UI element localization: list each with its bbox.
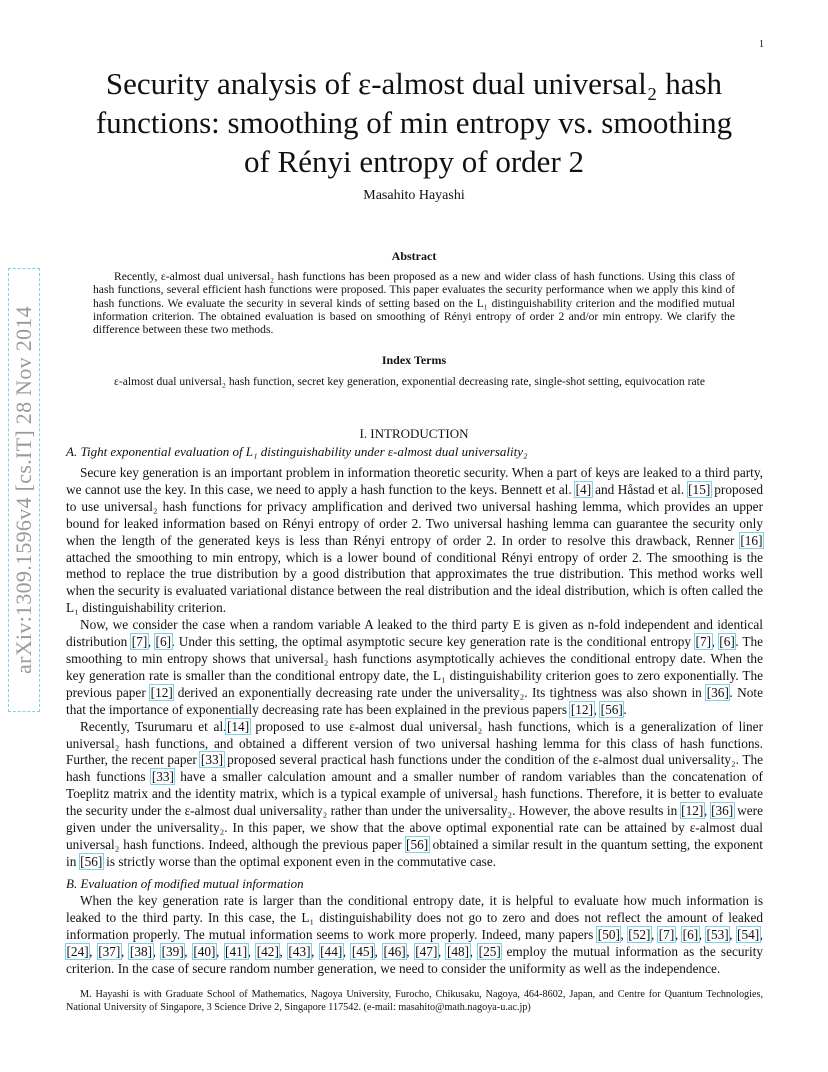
citation-link[interactable]: [40]	[193, 943, 216, 959]
index-terms-text: ε-almost dual universal₂ hash function, secret key generation, exponential decreasing rate, single-shot setting, equivocation rate	[114, 375, 705, 388]
citation-link[interactable]: [47]	[415, 943, 438, 959]
citation-link[interactable]: [56]	[600, 701, 623, 717]
citation-link[interactable]: [53]	[706, 926, 729, 942]
subsection-b-body	[66, 893, 763, 978]
title-line: Security analysis of ε-almost dual universal₂ hash	[105, 66, 723, 101]
citation-link[interactable]: [12]	[150, 684, 173, 700]
citation-link[interactable]: [44]	[320, 943, 343, 959]
citation-link[interactable]: [56]	[80, 853, 103, 869]
section-heading-introduction: I. INTRODUCTION	[359, 426, 469, 441]
citation-link[interactable]: [24]	[66, 943, 89, 959]
citation-link[interactable]: [14]	[226, 718, 250, 734]
body-paragraph: Now, we consider the case when a random variable A leaked to the third party E is given as n-fold independent and identical distribution [7], [6]. Under this setting, the optimal asymptotic secure key generation rate is the conditional entropy [7], [6]. The smoothing to min entropy shows that universal₂ hash functions asymptotically achieves the conditional entropy date. When the key generation rate is smaller than the conditional entropy date, the L₁ distinguishability criterion goes to zero exponentially. The previous paper [12] derived an exponentially decreasing rate under the universality₂. Its tightness was also shown in [36]. Note that the importance of exponentially decreasing rate has been explained in the previous papers [12], [56].	[66, 617, 763, 717]
body-paragraph: Recently, Tsurumaru et al.[14] proposed to use ε-almost dual universal₂ hash functions, which is a generalization of liner universal₂ hash functions, and obtained a different version of two universal hashing lemma for this class of hash functions. Further, the recent paper [33] proposed several practical hash functions under the condition of the ε-almost dual universality₂. The hash functions [33] have a smaller calculation amount and a smaller number of random variables than the concatenation of Toeplitz matrix and the identity matrix, which is a typical example of universal₂ hash functions. Therefore, it is better to evaluate the security under the ε-almost dual universality₂ rather than under the universality₂. However, the above results in [12], [36] were given under the universality₂. In this paper, we show that the above optimal exponential rate can be attained by ε-almost dual universal₂ hash functions. Indeed, although the previous paper [56] obtained a similar result in the quantum setting, the exponent in [56] is strictly worse than the optimal exponent even in the commutative case.	[66, 718, 764, 869]
citation-link[interactable]: [7]	[695, 634, 712, 650]
citation-link[interactable]: [7]	[658, 926, 675, 942]
citation-link[interactable]: [4]	[575, 481, 592, 497]
body-paragraph: Secure key generation is an important problem in information theoretic security. When a part of keys are leaked to a third party, we cannot use the key. In this case, we need to apply a hash function to the keys. Bennett et al. [4] and Håstad et al. [15] proposed to use universal₂ hash functions for privacy amplification and derived two universal hashing lemma, which provides an upper bound for leaked information based on Rényi entropy of order 2. Two universal hashing lemma can guarantee the security only when the length of the generated keys is less than Rényi entropy of order 2. In order to resolve this drawback, Renner [16] attached the smoothing to min entropy, which is a lower bound of conditional Rényi entropy of order 2. The smoothing is the method to replace the true distribution by a good distribution that approximates the true distribution. This method works well when the security is evaluated variational distance between the real distribution and the ideal distribution, which is often called the L₁ distinguishability criterion.	[66, 465, 763, 616]
citation-link[interactable]: [33]	[200, 752, 224, 768]
citation-link[interactable]: [46]	[383, 943, 406, 959]
citation-link[interactable]: [33]	[151, 769, 174, 785]
abstract-heading: Abstract	[391, 249, 437, 263]
abstract-text: Recently, ε-almost dual universal₂ hash functions has been proposed as a new and wider class of hash functions. Using this class of hash functions, several efficient hash functions were proposed. This paper evaluates the security performance when we apply this kind of hash functions. We evaluate the security in several kinds of setting based on the L₁ distinguishability criterion and the modified mutual information criterion. The obtained evaluation is based on smoothing of Rényi entropy of order 2 and/or min entropy. We clarify the difference between these two methods.	[93, 270, 735, 337]
citation-link[interactable]: [56]	[406, 836, 429, 852]
citation-link[interactable]: [38]	[129, 943, 153, 959]
index-terms-heading: Index Terms	[381, 353, 447, 367]
citation-link[interactable]: [43]	[288, 943, 311, 959]
subsection-heading-b: B. Evaluation of modified mutual information	[66, 876, 304, 891]
citation-link[interactable]: [25]	[478, 943, 501, 959]
author-name: Masahito Hayashi	[363, 188, 465, 203]
citation-link[interactable]: [42]	[256, 943, 279, 959]
body-paragraph: When the key generation rate is larger than the conditional entropy date, it is helpful to evaluate how much information is leaked to the third party. In this case, the L₁ distinguishability does not go to zero and does not reflect the amount of leaked information properly. The mutual information seems to work more properly. Indeed, many papers [50], [52], [7], [6], [53], [54], [24], [37], [38], [39], [40], [41], [42], [43], [44], [45], [46], [47], [48], [25] employ the mutual information as the security criterion. In the case of secure random number generation, we need to consider the uniformity as well as the independence.	[66, 893, 764, 976]
citation-link[interactable]: [15]	[688, 481, 711, 497]
arxiv-identifier-stamp[interactable]	[8, 268, 40, 712]
citation-link[interactable]: [7]	[131, 634, 148, 650]
citation-link[interactable]: [50]	[597, 926, 620, 942]
author-footnote: M. Hayashi is with Graduate School of Mathematics, Nagoya University, Furocho, Chikusaku, Nagoya, 464-8602, Japan, and Centre for Quantum Technologies, National University of Singapore, 3 Science Drive 2, Singapore 117542. (e-mail: masahito@math.nagoya-u.ac.jp)	[66, 989, 763, 1013]
citation-link[interactable]: [36]	[711, 803, 734, 819]
citation-link[interactable]: [6]	[682, 926, 699, 942]
subsection-a-body	[66, 465, 763, 871]
page-number: 1	[759, 39, 764, 50]
citation-link[interactable]: [37]	[98, 943, 121, 959]
citation-link[interactable]: [48]	[446, 943, 470, 959]
citation-link[interactable]: [36]	[706, 684, 729, 700]
citation-link[interactable]: [12]	[570, 701, 594, 717]
paper-title	[60, 64, 768, 181]
citation-link[interactable]: [6]	[155, 634, 172, 650]
citation-link[interactable]: [6]	[719, 634, 735, 650]
citation-link[interactable]: [12]	[681, 803, 704, 819]
arxiv-identifier: arXiv:1309.1596v4 [cs.IT] 28 Nov 2014	[11, 306, 36, 674]
title-line: of Rényi entropy of order 2	[243, 144, 585, 179]
subsection-heading-a: A. Tight exponential evaluation of L₁ distinguishability under ε-almost dual universality₂	[66, 444, 528, 459]
citation-link[interactable]: [45]	[351, 943, 374, 959]
citation-link[interactable]: [16]	[740, 532, 763, 548]
title-line: functions: smoothing of min entropy vs. smoothing	[95, 105, 733, 140]
citation-link[interactable]: [39]	[161, 943, 184, 959]
citation-link[interactable]: [52]	[628, 926, 651, 942]
citation-link[interactable]: [41]	[225, 943, 248, 959]
citation-link[interactable]: [54]	[737, 926, 760, 942]
